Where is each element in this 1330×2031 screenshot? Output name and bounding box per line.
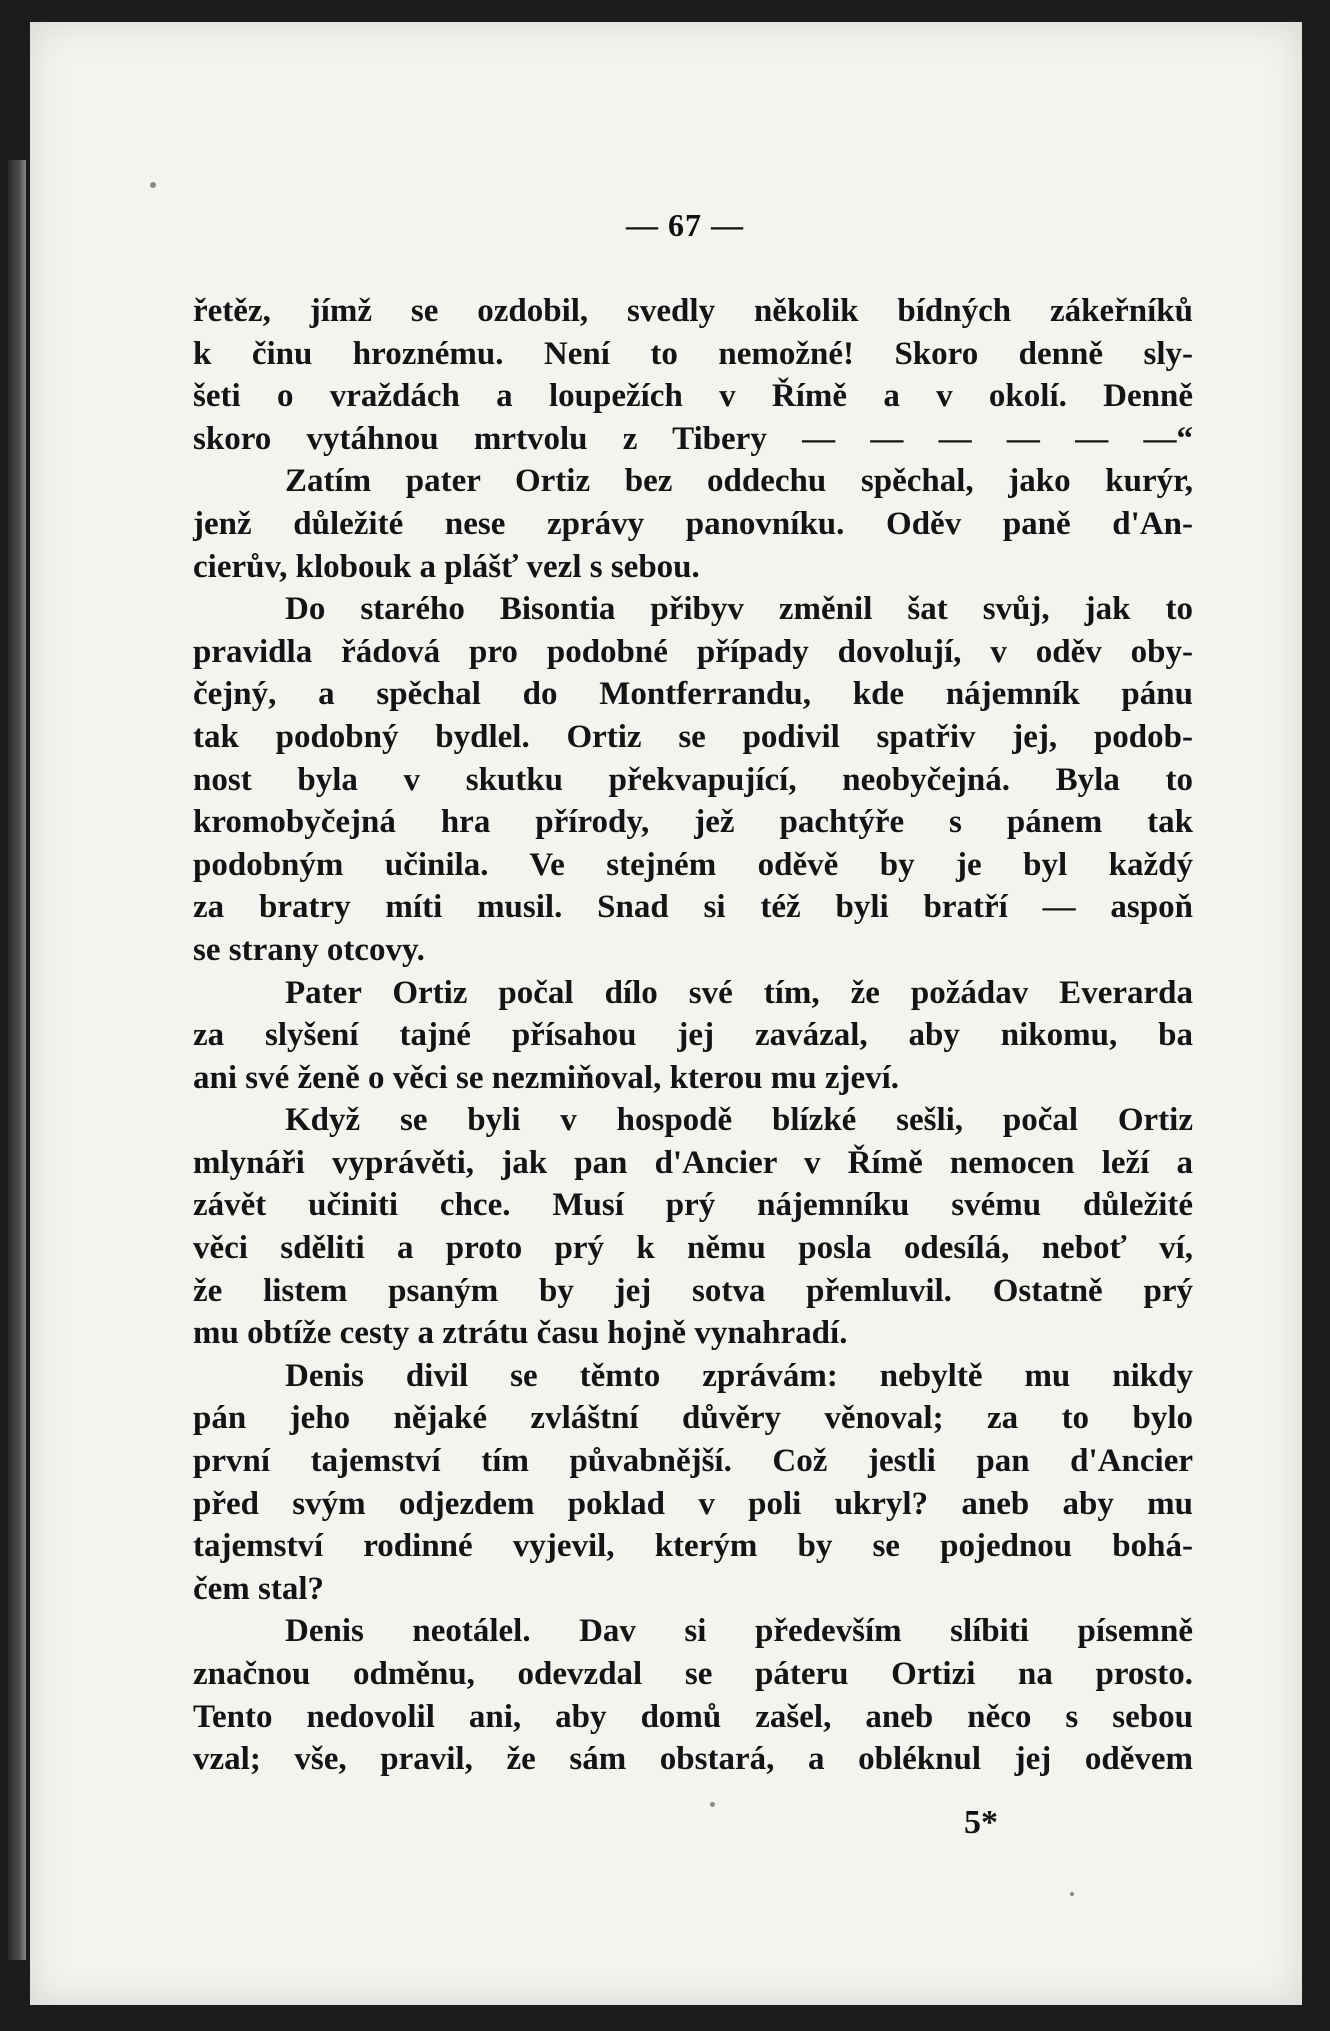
text-line: tak podobný bydlel. Ortiz se podivil spatřiv jej, podob- xyxy=(193,718,1193,755)
text-line: mlynáři vyprávěti, jak pan d'Ancier v Římě nemocen leží a xyxy=(193,1144,1193,1181)
text-line: čem stal? xyxy=(193,1570,325,1607)
text-line: jenž důležité nese zprávy panovníku. Oděv paně d'An- xyxy=(193,505,1193,542)
text-line: Když se byli v hospodě blízké sešli, počal Ortiz xyxy=(285,1102,1193,1139)
text-line: Denis divil se těmto zprávám: nebyltě mu nikdy xyxy=(285,1357,1193,1394)
text-line: první tajemství tím půvabnější. Což jestli pan d'Ancier xyxy=(193,1443,1193,1480)
text-line: podobným učinila. Ve stejném oděvě by je byl každý xyxy=(193,846,1193,883)
text-line: tajemství rodinné vyjevil, kterým by se pojednou bohá- xyxy=(193,1528,1193,1565)
text-line: Tento nedovolil ani, aby domů zašel, aneb něco s sebou xyxy=(193,1698,1193,1735)
text-line: za slyšení tajné přísahou jej zavázal, aby nikomu, ba xyxy=(193,1017,1193,1054)
text-line: k činu hroznému. Není to nemožné! Skoro denně sly- xyxy=(193,335,1193,372)
text-line: mu obtíže cesty a ztrátu času hojně vynahradí. xyxy=(193,1315,848,1352)
text-line: nost byla v skutku překvapující, neobyčejná. Byla to xyxy=(193,761,1193,798)
text-line: cierův, klobouk a plášť vezl s sebou. xyxy=(193,548,700,585)
text-line: závět učiniti chce. Musí prý nájemníku svému důležité xyxy=(193,1187,1193,1224)
text-line: se strany otcovy. xyxy=(193,931,425,968)
text-line: řetěz, jímž se ozdobil, svedly několik bídných zákeřníků xyxy=(193,293,1193,329)
text-line: ani své ženě o věci se nezmiňoval, kterou mu zjeví. xyxy=(193,1059,900,1096)
page-number: — 67 — xyxy=(626,207,744,243)
signature-mark: 5* xyxy=(964,1804,998,1841)
text-line: značnou odměnu, odevzdal se páteru Ortizi na prosto. xyxy=(193,1656,1193,1692)
text-line: skoro vytáhnou mrtvolu z Tibery — — — — — —“ xyxy=(193,420,1193,457)
print-speck xyxy=(150,182,156,188)
text-line: Pater Ortiz počal dílo své tím, že požádav Everarda xyxy=(285,974,1193,1011)
text-line: pán jeho nějaké zvláštní důvěry věnoval; za to bylo xyxy=(193,1400,1193,1437)
body-text xyxy=(193,290,1193,1781)
text-line: šeti o vraždách a loupežích v Římě a v okolí. Denně xyxy=(193,378,1193,415)
text-line: před svým odjezdem poklad v poli ukryl? aneb aby mu xyxy=(193,1485,1193,1522)
text-line: za bratry míti musil. Snad si též byli bratří — aspoň xyxy=(193,889,1193,926)
text-line: Zatím pater Ortiz bez oddechu spěchal, jako kurýr, xyxy=(285,463,1193,500)
text-line: Denis neotálel. Dav si především slíbiti písemně xyxy=(285,1613,1193,1650)
text-line: vzal; vše, pravil, že sám obstará, a obléknul jej oděvem xyxy=(193,1741,1193,1778)
text-line: že listem psaným by jej sotva přemluvil. Ostatně prý xyxy=(193,1272,1193,1309)
page-binding-edge xyxy=(8,160,26,1960)
text-line: čejný, a spěchal do Montferrandu, kde nájemník pánu xyxy=(193,676,1193,713)
book-page xyxy=(30,22,1302,2005)
text-line: kromobyčejná hra přírody, jež pachtýře s pánem tak xyxy=(193,804,1193,841)
text-line: Do starého Bisontia přibyv změnil šat svůj, jak to xyxy=(285,591,1193,628)
print-speck xyxy=(710,1802,715,1807)
text-line: věci sděliti a proto prý k němu posla odesílá, neboť ví, xyxy=(193,1230,1193,1267)
print-speck xyxy=(1070,1892,1074,1896)
text-line: pravidla řádová pro podobné případy dovolují, v oděv oby- xyxy=(193,633,1193,670)
